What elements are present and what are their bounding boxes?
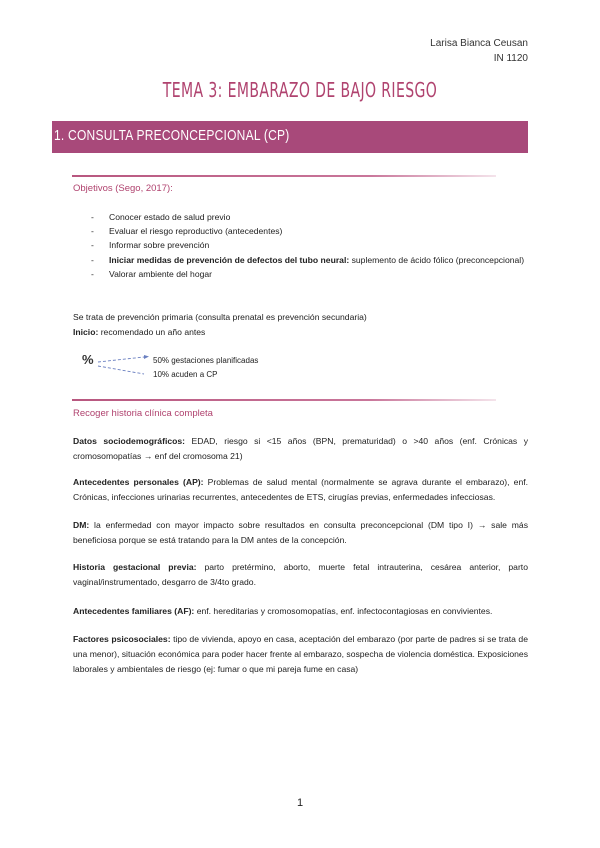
history-paragraph: DM: la enfermedad con mayor impacto sobre resultados en consulta preconcepcional (DM tipo I) → sale más beneficiosa porque se está tratando para la DM antes de la concepción. [73, 520, 528, 545]
list-item: - Valorar ambiente del hogar [91, 267, 527, 281]
prevention-note: Se trata de prevención primaria (consulta prenatal es prevención secundaria) Inicio: recomendado un año antes [73, 312, 367, 337]
list-item: - Iniciar medidas de prevención de defectos del tubo neural: suplemento de ácido fólico (preconcepcional) [91, 253, 527, 267]
divider-line [72, 399, 496, 401]
percent-symbol: % [82, 352, 94, 367]
objectives-heading: Objetivos (Sego, 2017): [73, 183, 173, 194]
list-item: - Conocer estado de salud previo [91, 210, 527, 224]
history-paragraph: Datos sociodemográficos: EDAD, riesgo si <15 años (BPN, prematuridad) o >40 años (enf. Crónicas y cromosomopatías → enf del cromosoma 21) [73, 436, 528, 461]
group-code: IN 1120 [493, 53, 528, 64]
author-header [430, 36, 528, 66]
author-name: Larisa Bianca Ceusan [430, 38, 528, 49]
section-banner-text: 1. CONSULTA PRECONCEPCIONAL (CP) [54, 127, 290, 144]
percent-line-cp: 10% acuden a CP [153, 370, 218, 379]
page-title: TEMA 3: EMBARAZO DE BAJO RIESGO [162, 78, 438, 102]
history-paragraph: Antecedentes personales (AP): Problemas de salud mental (normalmente se agrava durante el embarazo), enf. Crónicas, infecciones urinarias recurrentes, antecedentes de ETS, cirugías previas, enfermedades infecciosas. [73, 477, 528, 502]
percent-line-planned: 50% gestaciones planificadas [153, 356, 259, 365]
list-item: - Informar sobre prevención [91, 238, 527, 252]
divider-line [72, 175, 496, 177]
arrow-icon [96, 352, 152, 378]
history-paragraph: Antecedentes familiares (AF): enf. hereditarias y cromosomopatías, enf. infectocontagiosas en convivientes. [73, 606, 493, 616]
list-item: - Evaluar el riesgo reproductivo (antecedentes) [91, 224, 527, 238]
history-paragraph: Factores psicosociales: tipo de vivienda, apoyo en casa, aceptación del embarazo (por parte de padres si se trata de una menor), situación económica para poder hacer frente al embarazo, sospecha de violencia doméstica. Exposiciones laborales y ambientales de riesgo (ej: fumar o que mi pareja fume en casa) [73, 634, 528, 674]
objectives-list [91, 210, 527, 281]
history-paragraph: Historia gestacional previa: parto pretérmino, aborto, muerte fetal intrauterina, cesárea anterior, parto vaginal/instrumentado, desgarro de 3/4to grado. [73, 562, 528, 587]
section-banner [52, 121, 528, 153]
history-heading: Recoger historia clínica completa [73, 408, 213, 419]
page-number: 1 [296, 797, 304, 809]
